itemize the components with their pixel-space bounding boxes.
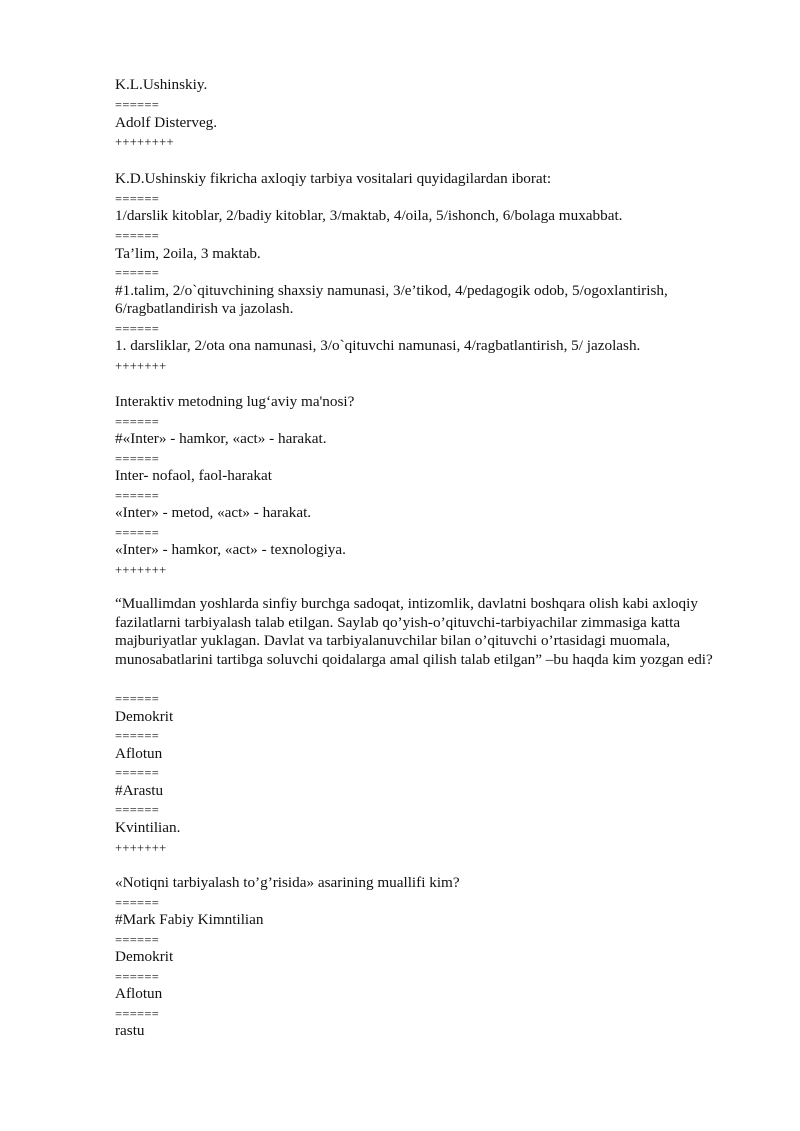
option-separator: ======	[115, 229, 160, 243]
answer-option: Demokrit	[115, 948, 174, 965]
answer-option: Ta’lim, 2oila, 3 maktab.	[115, 245, 261, 262]
question-separator: +++++++	[115, 359, 167, 373]
option-separator: ======	[115, 192, 160, 206]
answer-option: «Inter» - hamkor, «act» - texnologiya.	[115, 541, 346, 558]
option-separator: ======	[115, 766, 160, 780]
answer-option: K.L.Ushinskiy.	[115, 76, 208, 93]
option-separator: ======	[115, 266, 160, 280]
option-separator: ======	[115, 1007, 160, 1021]
option-separator: ======	[115, 98, 160, 112]
question-text: «Notiqni tarbiyalash to’g’risida» asarining muallifi kim?	[115, 874, 460, 891]
answer-option: Adolf Disterveg.	[115, 114, 218, 131]
correct-answer-option: #«Inter» - hamkor, «act» - harakat.	[115, 430, 327, 447]
correct-answer-option: #1.talim, 2/o`qituvchining shaxsiy namunasi, 3/e’tikod, 4/pedagogik odob, 5/ogoxlantirish,	[115, 282, 668, 299]
option-separator: ======	[115, 803, 160, 817]
answer-option: Kvintilian.	[115, 819, 181, 836]
question-separator: ++++++++	[115, 135, 174, 149]
option-separator: ======	[115, 415, 160, 429]
correct-answer-option: #Mark Fabiy Kimntilian	[115, 911, 264, 928]
question-separator: +++++++	[115, 563, 167, 577]
answer-option: Aflotun	[115, 745, 163, 762]
answer-option: rastu	[115, 1022, 145, 1039]
option-separator: ======	[115, 933, 160, 947]
answer-option: Demokrit	[115, 708, 174, 725]
correct-answer-option-continued: 6/ragbatlandirish va jazolash.	[115, 300, 294, 317]
answer-option: Inter- nofaol, faol-harakat	[115, 467, 272, 484]
option-separator: ======	[115, 729, 160, 743]
question-text: K.D.Ushinskiy fikricha axloqiy tarbiya vositalari quyidagilardan iborat:	[115, 170, 552, 187]
answer-option: «Inter» - metod, «act» - harakat.	[115, 504, 312, 521]
question-text: “Muallimdan yoshlarda sinfiy burchga sadoqat, intizomlik, davlatni boshqara olish kabi axloqiy fazilatlarni tarbiyalash talab etilgan. Saylab qo’yish-o’qituvchi-tarbiyachilar zimmasiga katta majburiyatlar yuklagan. Davlat va tarbiyalanuvchilar bilan o’qituvchi o’rtasidagi muomala, munosabatlarini tartibga soluvchi qoidalarga amal qilish talab etilgan” –bu haqda kim yozgan edi?	[115, 595, 713, 668]
option-separator: ======	[115, 692, 160, 706]
option-separator: ======	[115, 970, 160, 984]
answer-option: 1/darslik kitoblar, 2/badiy kitoblar, 3/maktab, 4/oila, 5/ishonch, 6/bolaga muxabbat.	[115, 207, 623, 224]
question-text: Interaktiv metodning lug‘aviy ma'nosi?	[115, 393, 355, 410]
option-separator: ======	[115, 526, 160, 540]
question-separator: +++++++	[115, 841, 167, 855]
answer-option: Aflotun	[115, 985, 163, 1002]
answer-option: 1. darsliklar, 2/ota ona namunasi, 3/o`qituvchi namunasi, 4/ragbatlantirish, 5/ jazolash.	[115, 337, 641, 354]
correct-answer-option: #Arastu	[115, 782, 164, 799]
option-separator: ======	[115, 896, 160, 910]
option-separator: ======	[115, 322, 160, 336]
option-separator: ======	[115, 489, 160, 503]
option-separator: ======	[115, 452, 160, 466]
